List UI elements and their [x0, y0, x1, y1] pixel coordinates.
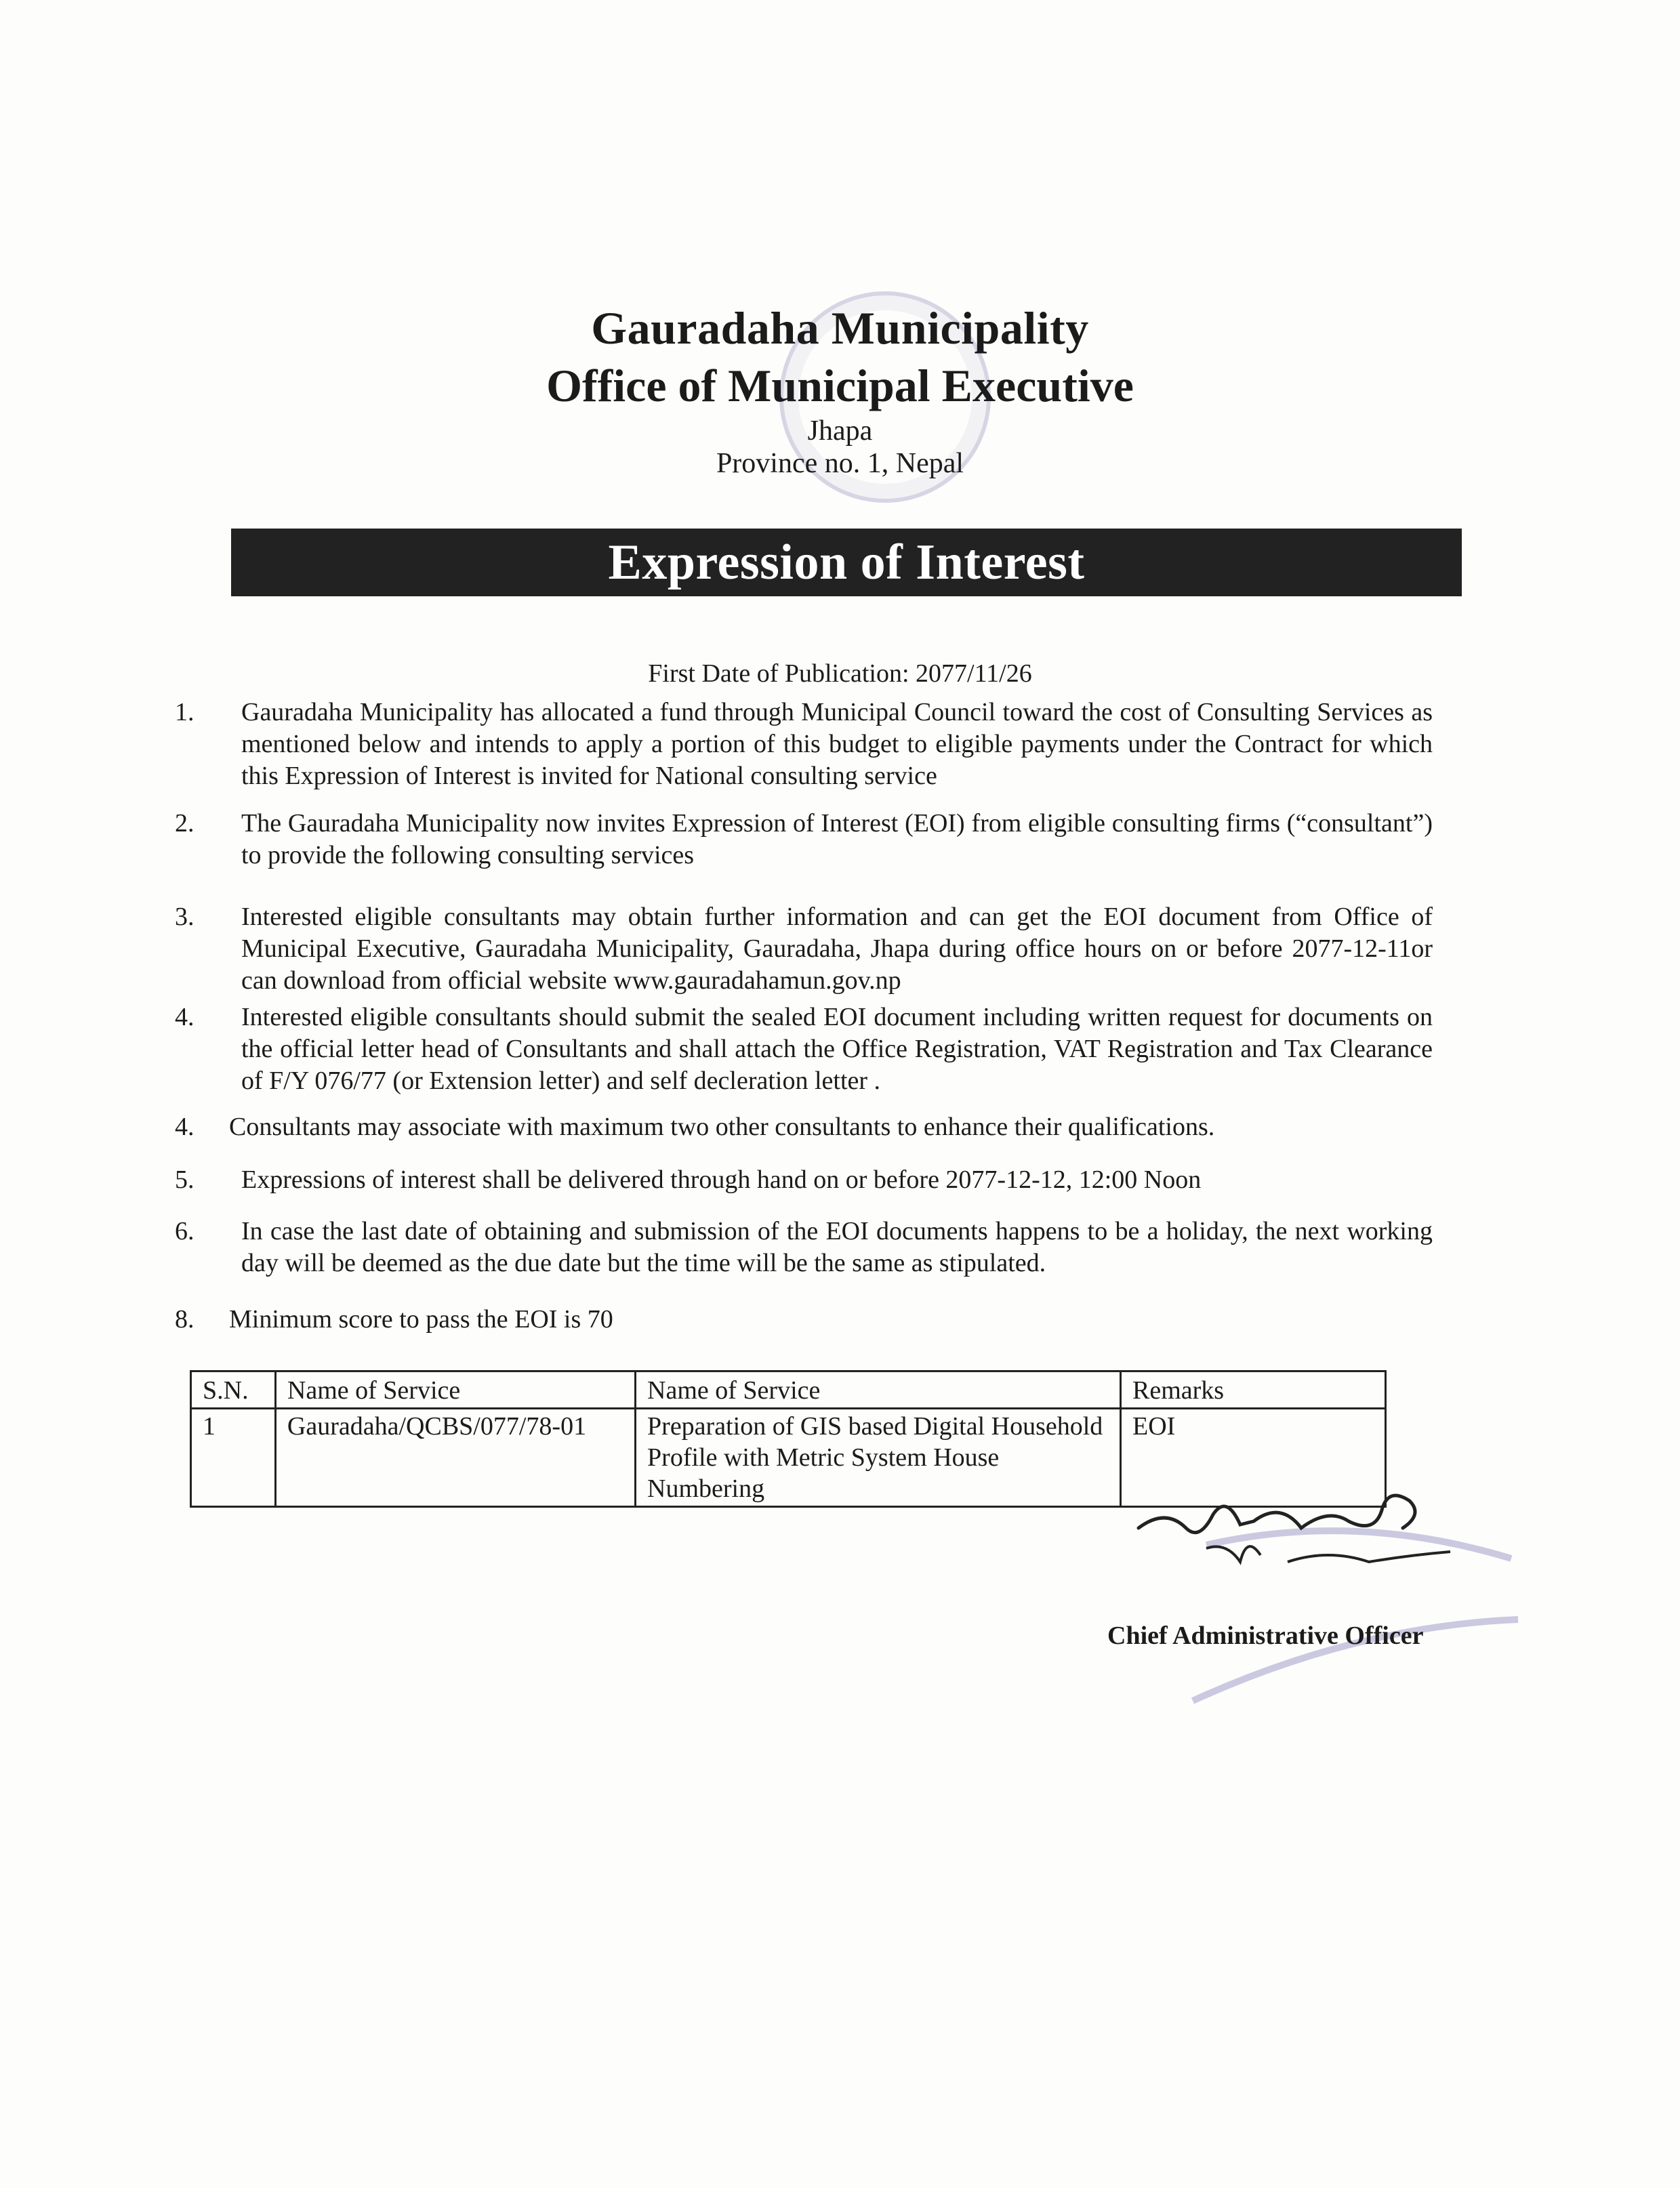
item-number: 5. [175, 1165, 194, 1194]
municipality-name: Gauradaha Municipality [591, 302, 1089, 354]
province-name: Province no. 1, Nepal [716, 448, 964, 479]
item-text: Consultants may associate with maximum two other consultants to enhance their qualifications. [229, 1113, 1215, 1141]
title-banner [231, 529, 1462, 596]
item-text: In case the last date of obtaining and submission of the EOI documents happens to be a holiday, the next working day will be deemed as the due date but the time will be the same as stipulated. [241, 1217, 1433, 1277]
cell-sn: 1 [191, 1409, 276, 1507]
item-text: Gauradaha Municipality has allocated a fund through Municipal Council toward the cost of Consulting Services as mentioned below and intends to apply a portion of this budget to eligible payments under the Contract for which this Expression of Interest is invited for National consulting service [241, 698, 1433, 790]
item-number: 4. [175, 1113, 194, 1141]
item-number: 2. [175, 809, 194, 838]
item-text: Interested eligible consultants should submit the sealed EOI document including written request for documents on the official letter head of Consultants and shall attach the Office Registration, VAT Registration and Tax Clearance of F/Y 076/77 (or Extension letter) and self decleration letter . [241, 1003, 1433, 1095]
handwritten-signature [1125, 1487, 1504, 1643]
document-title: Expression of Interest [608, 534, 1085, 590]
publication-date: First Date of Publication: 2077/11/26 [648, 659, 1032, 688]
office-name: Office of Municipal Executive [546, 360, 1134, 411]
item-text: Interested eligible consultants may obtain further information and can get the EOI document from Office of Municipal Executive, Gauradaha Municipality, Gauradaha, Jhapa during office hours on or before 2077-12-11or can download from official website www.gauradahamun.gov.np [241, 903, 1433, 995]
item-number: 4. [175, 1003, 194, 1031]
table-header-row [191, 1371, 1386, 1409]
cell-service: Preparation of GIS based Digital Household Profile with Metric System House Numbering [636, 1409, 1121, 1507]
item-number: 1. [175, 698, 194, 726]
item-number: 8. [175, 1305, 194, 1334]
item-text: Expressions of interest shall be delivered through hand on or before 2077-12-12, 12:00 Noon [241, 1165, 1202, 1194]
item-text: Minimum score to pass the EOI is 70 [229, 1305, 613, 1334]
item-number: 6. [175, 1217, 194, 1245]
column-header-sn: S.N. [191, 1371, 276, 1409]
column-header-service: Name of Service [636, 1371, 1121, 1409]
signatory-title: Chief Administrative Officer [1107, 1622, 1424, 1650]
cell-remarks: EOI [1120, 1409, 1385, 1507]
column-header-remarks: Remarks [1120, 1371, 1385, 1409]
district-name: Jhapa [807, 415, 873, 447]
cell-code: Gauradaha/QCBS/077/78-01 [275, 1409, 635, 1507]
column-header-code: Name of Service [275, 1371, 635, 1409]
item-text: The Gauradaha Municipality now invites Expression of Interest (EOI) from eligible consulting firms (“consultant”) to provide the following consulting services [241, 809, 1433, 869]
item-number: 3. [175, 903, 194, 931]
